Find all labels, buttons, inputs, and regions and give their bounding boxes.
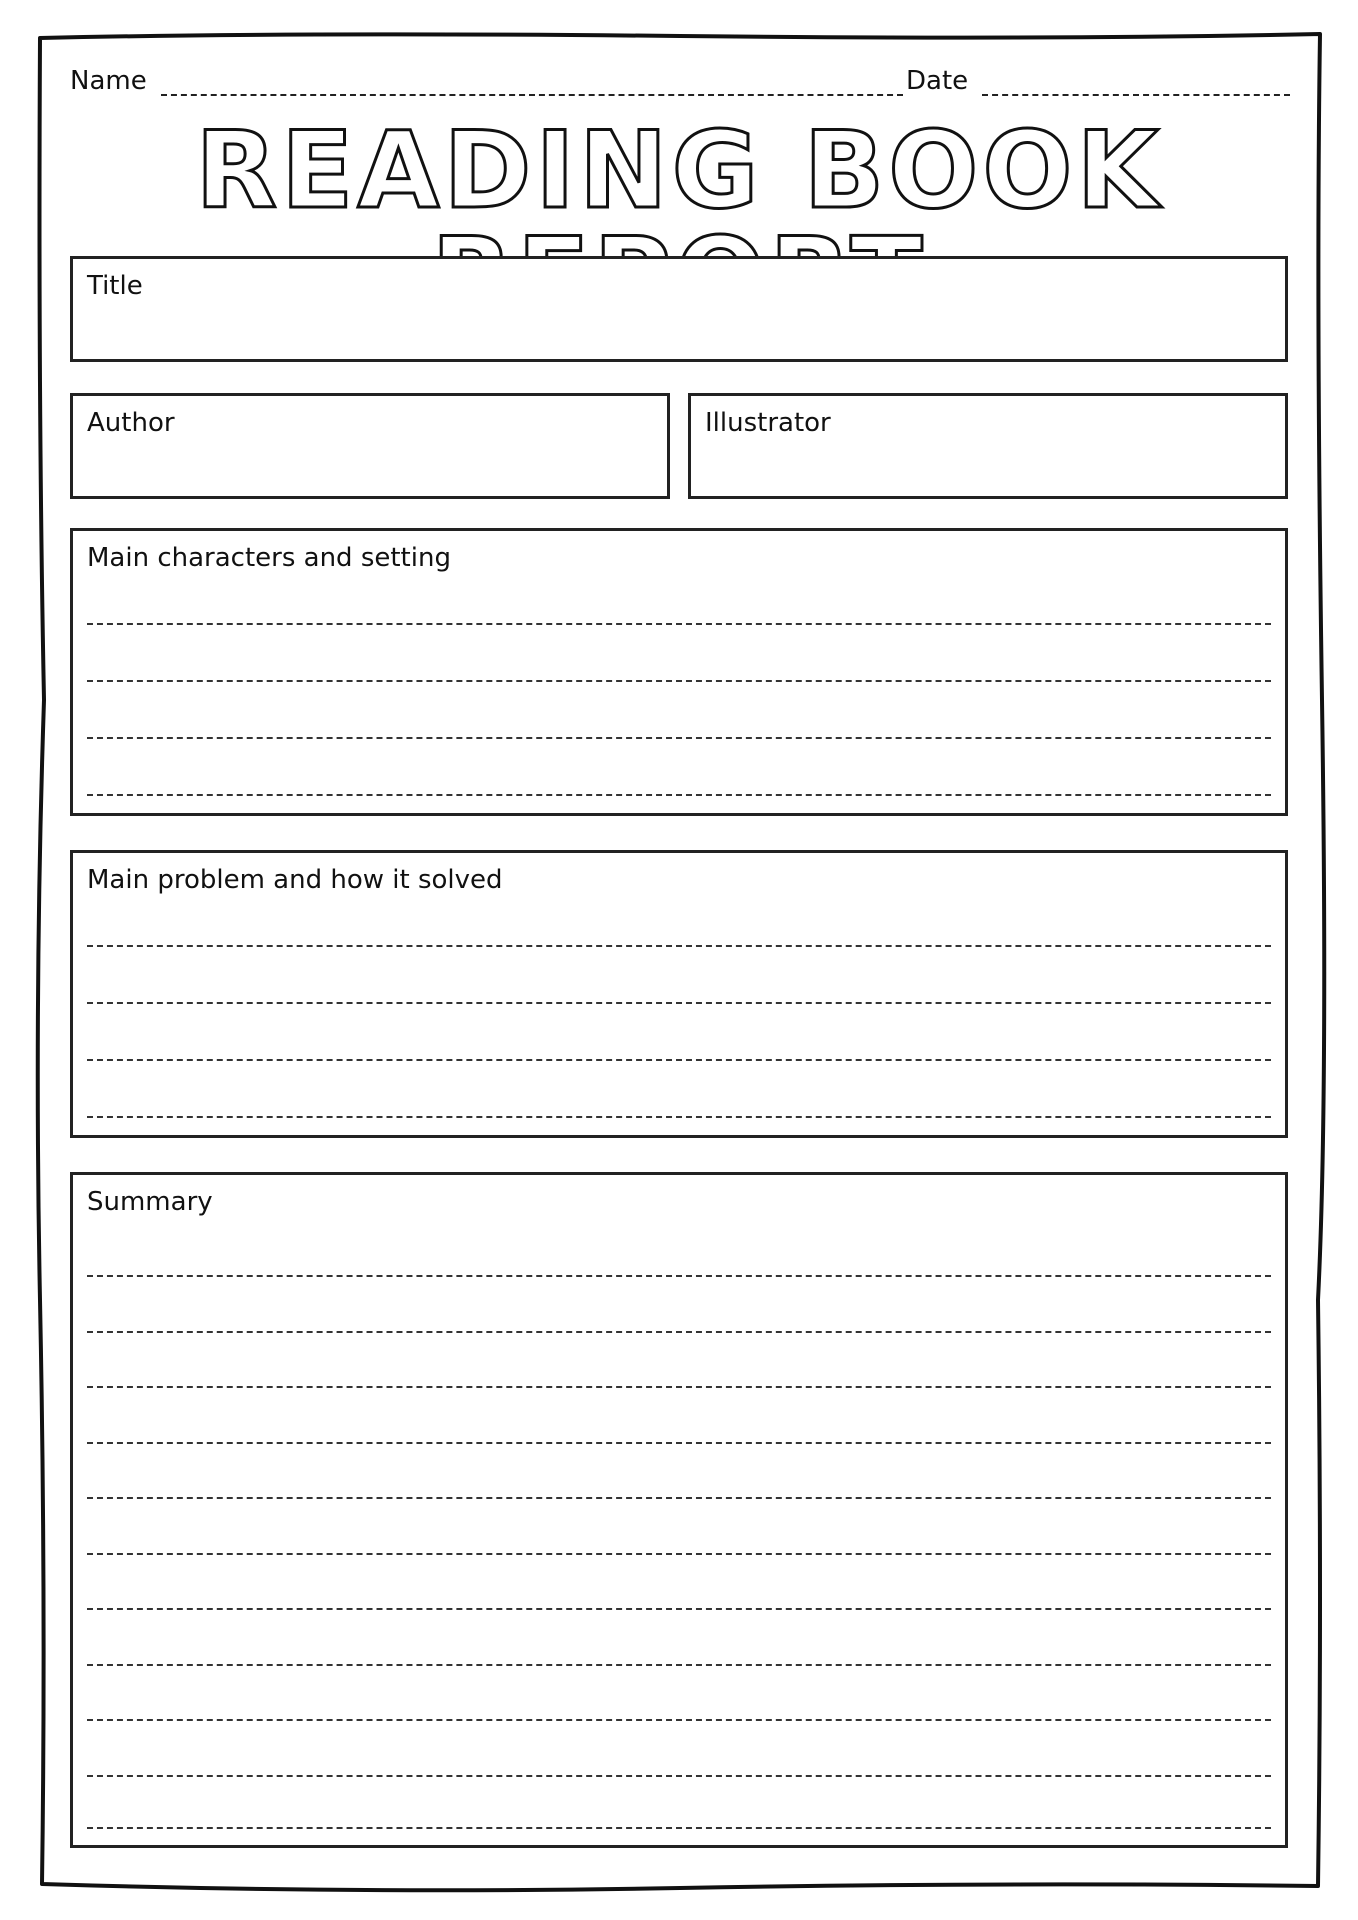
date-field[interactable] <box>906 66 1290 96</box>
writing-line[interactable] <box>87 1553 1271 1555</box>
problem-label: Main problem and how it solved <box>87 865 503 895</box>
date-label: Date <box>906 66 969 96</box>
characters-box[interactable] <box>70 528 1288 816</box>
title-label: Title <box>87 271 143 301</box>
author-label: Author <box>87 408 175 438</box>
name-label: Name <box>70 66 147 96</box>
page-title: READING BOOK <box>195 109 1163 232</box>
writing-line[interactable] <box>87 1827 1271 1829</box>
name-field[interactable] <box>70 66 903 96</box>
writing-line[interactable] <box>87 945 1271 947</box>
writing-line[interactable] <box>87 1386 1271 1388</box>
writing-line[interactable] <box>87 794 1271 796</box>
writing-line[interactable] <box>87 1442 1271 1444</box>
writing-line[interactable] <box>87 1002 1271 1004</box>
writing-line[interactable] <box>87 1608 1271 1610</box>
summary-box[interactable] <box>70 1172 1288 1848</box>
writing-line[interactable] <box>87 1719 1271 1721</box>
writing-line[interactable] <box>87 737 1271 739</box>
characters-label: Main characters and setting <box>87 543 451 573</box>
illustrator-label: Illustrator <box>705 408 831 438</box>
name-blank[interactable] <box>161 72 903 96</box>
writing-line[interactable] <box>87 680 1271 682</box>
writing-line[interactable] <box>87 623 1271 625</box>
problem-box[interactable] <box>70 850 1288 1138</box>
writing-line[interactable] <box>87 1331 1271 1333</box>
date-blank[interactable] <box>982 72 1290 96</box>
illustrator-box[interactable] <box>688 393 1288 499</box>
summary-label: Summary <box>87 1187 213 1217</box>
writing-line[interactable] <box>87 1275 1271 1277</box>
writing-line[interactable] <box>87 1775 1271 1777</box>
author-box[interactable] <box>70 393 670 499</box>
title-box[interactable] <box>70 256 1288 362</box>
writing-line[interactable] <box>87 1664 1271 1666</box>
writing-line[interactable] <box>87 1497 1271 1499</box>
writing-line[interactable] <box>87 1116 1271 1118</box>
writing-line[interactable] <box>87 1059 1271 1061</box>
